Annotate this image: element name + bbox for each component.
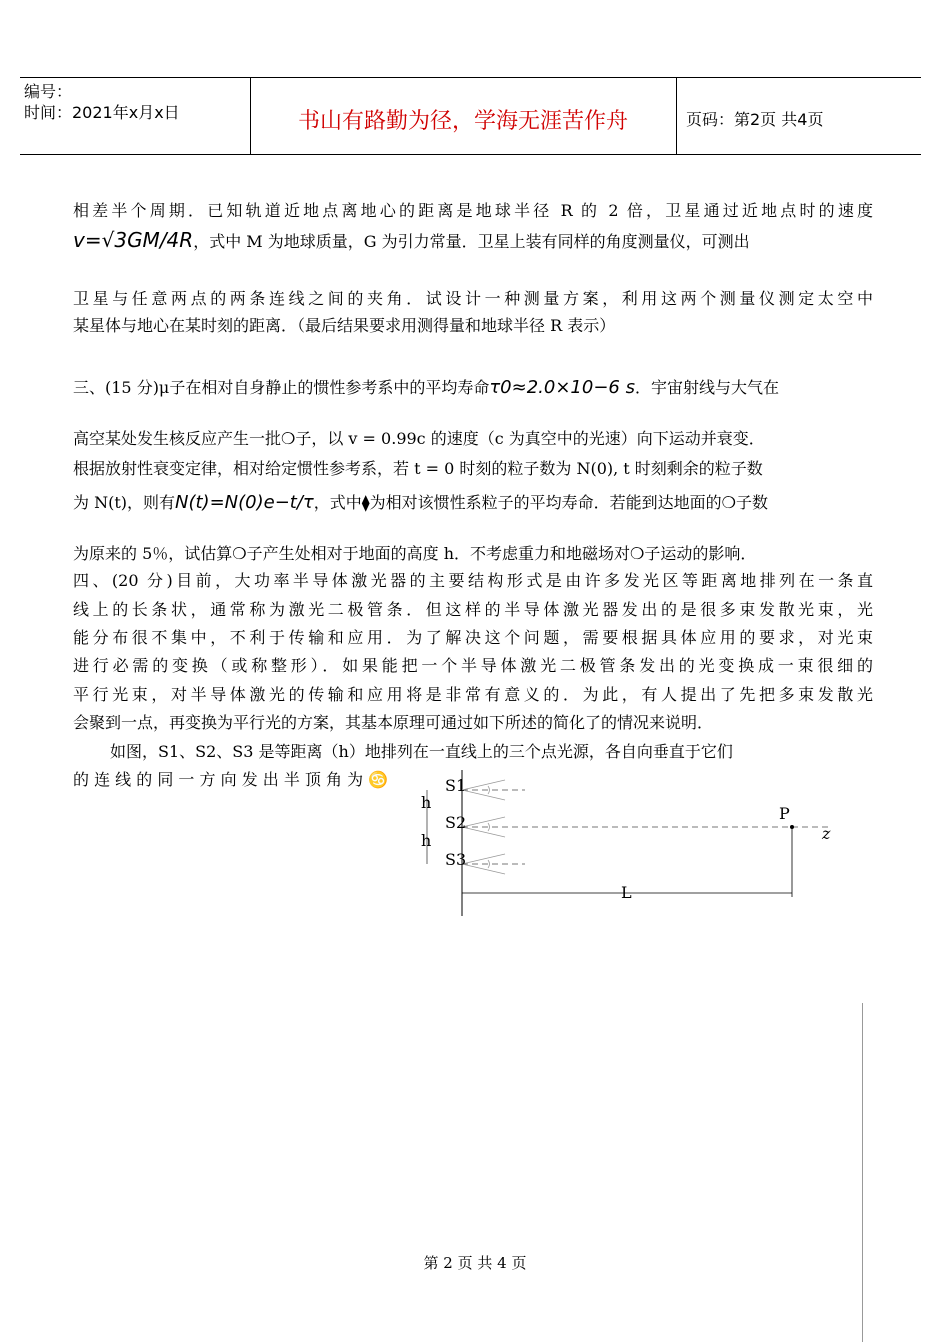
problem-4-line-4: 进行必需的变换（或称整形）．如果能把一个半导体激光二极管条发出的光变换成一束很细的 xyxy=(73,656,873,675)
label-z: z xyxy=(822,824,831,843)
problem-4-line-3: 能分布很不集中，不利于传输和应用．为了解决这个问题，需要根据具体应用的要求，对光束 xyxy=(73,628,873,647)
problem-4-line-7: 如图，S1、S2、S3 是等距离（h）地排列在一直线上的三个点光源，各自向垂直于它们 xyxy=(110,742,733,761)
label-s3: S3 xyxy=(445,850,467,869)
label-l: L xyxy=(621,883,632,902)
problem-4-line-6: 会聚到一点，再变换为平行光的方案，其基本原理可通过如下所述的简化了的情况来说明． xyxy=(73,713,714,732)
problem-3-intro: 三、(15 分)μ子在相对自身静止的惯性参考系中的平均寿命 xyxy=(73,378,490,397)
problem-3-line-5: 为原来的 5％，试估算❍子产生处相对于地面的高度 h．不考虑重力和地磁场对❍子运动的影响． xyxy=(73,544,757,563)
label-s2: S2 xyxy=(445,813,467,832)
problem-3-line-4-start: 为 N(t)，则有 xyxy=(73,493,176,512)
text-line-2-rest: ，式中 M 为地球质量，G 为引力常量．卫星上装有同样的角度测量仪，可测出 xyxy=(193,232,750,251)
problem-3-line-4-end: ，式中⧫为相对该惯性系粒子的平均寿命．若能到达地面的❍子数 xyxy=(313,493,769,512)
problem-3-line-3: 根据放射性衰变定律，相对给定惯性参考系，若 t = 0 时刻的粒子数为 N(0), t 时刻剩余的粒子数 xyxy=(73,459,763,478)
problem-4-line-8: 的 连 线 的 同 一 方 向 发 出 半 顶 角 为 ♋ xyxy=(73,770,389,789)
label-p: P xyxy=(779,804,790,823)
date-label: 时间：2021年x月x日 xyxy=(24,103,180,122)
problem-4-line-2: 线上的长条状，通常称为激光二极管条．但这样的半导体激光器发出的是很多束发散光束，光 xyxy=(73,600,873,619)
lifetime-formula: τ0≈2.0×10−6 s xyxy=(489,377,635,398)
problem-3-line-2: 高空某处发生核反应产生一批❍子，以 v = 0.99c 的速度（c 为真空中的光速）向下运动并衰变． xyxy=(73,429,765,448)
page-footer: 第 2 页 共 4 页 xyxy=(423,1254,527,1272)
text-line-1: 相差半个周期．已知轨道近地点离地心的距离是地球半径 R 的 2 倍，卫星通过近地点时的速度 xyxy=(73,201,873,220)
velocity-formula: v=√3GM/4R xyxy=(73,228,194,252)
decay-formula: N(t)=N(0)e−t/τ xyxy=(175,492,314,513)
text-line-3: 卫星与任意两点的两条连线之间的夹角．试设计一种测量方案，利用这两个测量仪测定太空中 xyxy=(73,289,873,308)
label-h1: h xyxy=(421,793,432,812)
label-s1: S1 xyxy=(445,776,467,795)
problem-3-intro-end: ．宇宙射线与大气在 xyxy=(634,378,779,397)
header-page-info: 页码：第2页 共4页 xyxy=(686,110,824,129)
margin-line xyxy=(862,1003,863,1342)
label-h2: h xyxy=(421,831,432,850)
text-line-4: 某星体与地心在某时刻的距离．（最后结果要求用测得量和地球半径 R 表示） xyxy=(73,316,616,335)
problem-4-line-5: 平行光束，对半导体激光的传输和应用将是非常有意义的．为此，有人提出了先把多束发散光 xyxy=(73,685,873,704)
header-motto: 书山有路勤为径，学海无涯苦作舟 xyxy=(297,109,628,134)
problem-4-line-1: 四、(20 分)目前，大功率半导体激光器的主要结构形式是由许多发光区等距离地排列在一条直 xyxy=(73,571,873,590)
serial-label: 编号： xyxy=(24,82,73,101)
point-p xyxy=(790,825,794,829)
